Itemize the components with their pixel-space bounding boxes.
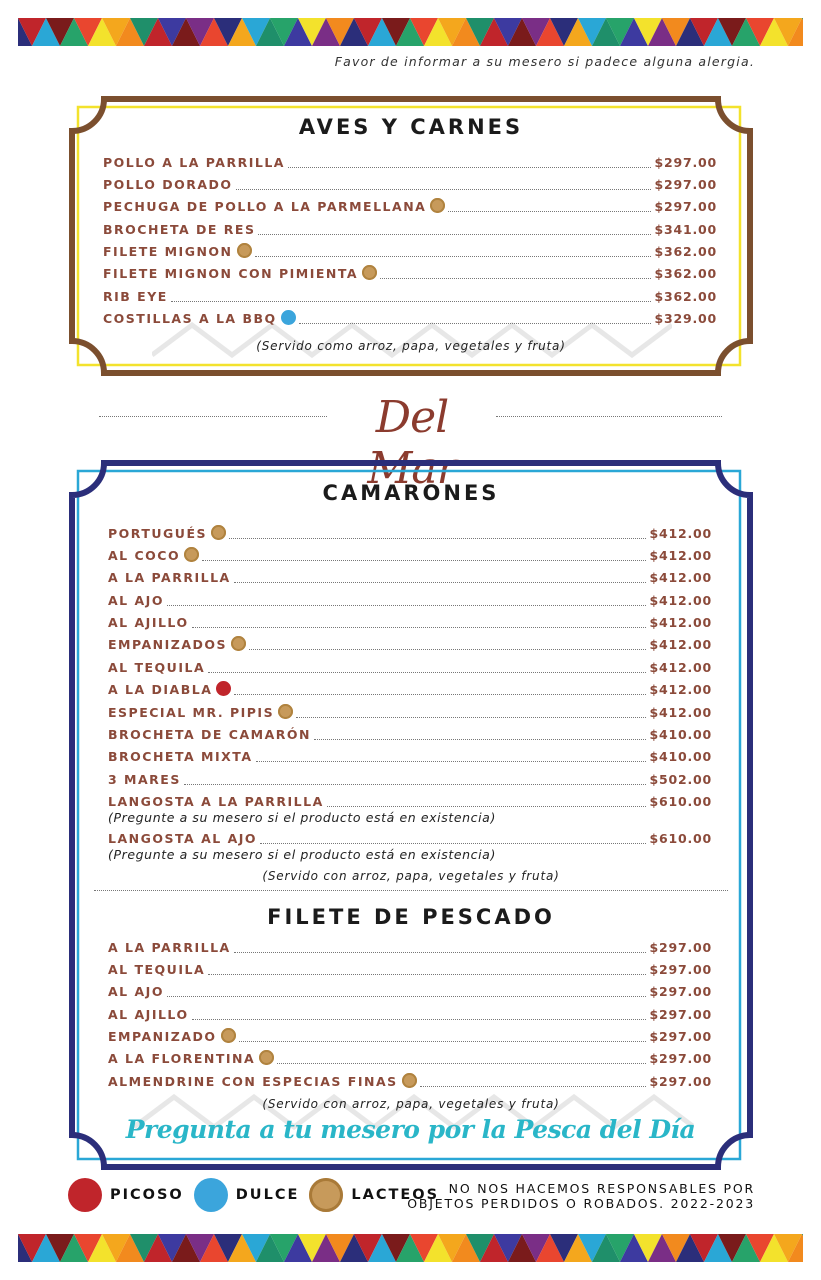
dot-leader [234,694,646,695]
dot-leader [236,189,652,190]
legend-label: LACTEOS [351,1187,440,1203]
disclaimer-line-2: OBJETOS PERDIDOS O ROBADOS. 2022-2023 [407,1196,755,1211]
dot-leader [167,996,647,997]
menu-item-note: (Pregunte a su mesero si el producto está en existencia) [108,846,496,862]
dot-leader [202,560,646,561]
menu-item [108,658,712,680]
menu-item-line [103,153,717,171]
menu-item-name: FILETE MIGNON [103,244,233,260]
menu-item [108,983,712,1005]
menu-item-name: ALMENDRINE CON ESPECIAS FINAS [108,1073,398,1089]
filete-item-list [108,938,712,1095]
pesca-del-dia-banner: Pregunta a tu mesero por la Pesca del Día [125,1115,696,1144]
del-mar-left-dots [99,416,327,417]
menu-item [108,770,712,792]
menu-item-name: 3 MARES [108,771,181,787]
menu-item [103,220,717,242]
menu-item-price: $297.00 [654,176,717,192]
dot-leader [208,672,646,673]
lacteo-icon [362,265,377,280]
menu-item-line [103,198,717,216]
menu-item-price: $412.00 [649,682,712,698]
menu-item-name: AL TEQUILA [108,659,206,675]
filete-served-note: (Servido con arroz, papa, vegetales y fruta) [262,1097,560,1111]
aves-item-list [103,153,717,332]
menu-item-line [108,591,712,609]
dot-leader [208,974,646,975]
menu-item-price: $341.00 [654,221,717,237]
menu-item [108,591,712,613]
menu-item-name: BROCHETA DE RES [103,221,256,237]
menu-item-price: $297.00 [649,939,712,955]
lacteo-icon [309,1178,343,1212]
menu-item-line [103,310,717,328]
dot-leader [239,1041,647,1042]
menu-item-line [108,1050,712,1068]
menu-item-line [108,524,712,542]
lacteo-icon [402,1073,417,1088]
menu-item-line [103,220,717,238]
dot-leader [448,211,651,212]
menu-item [108,830,712,867]
menu-item-price: $362.00 [654,288,717,304]
del-mar-heading: Del Mar [367,392,457,494]
menu-item [108,614,712,636]
menu-item-note: (Pregunte a su mesero si el producto está en existencia) [108,809,496,825]
menu-item-price: $297.00 [649,961,712,977]
menu-item-name: BROCHETA MIXTA [108,749,253,765]
dot-leader [260,843,646,844]
dot-leader [234,952,647,953]
menu-item [108,546,712,568]
menu-item-name: BROCHETA DE CAMARÓN [108,727,311,743]
menu-item-name: A LA PARRILLA [108,570,231,586]
menu-item-price: $297.00 [654,154,717,170]
menu-item-price: $412.00 [649,547,712,563]
section-title-aves: AVES Y CARNES [298,115,524,139]
dot-leader [277,1063,646,1064]
menu-item-line [108,983,712,1001]
lacteo-icon [237,243,252,258]
lacteo-icon [430,198,445,213]
band-pattern [18,1234,803,1262]
menu-item-line [108,726,712,744]
menu-item [108,960,712,982]
menu-item-price: $412.00 [649,570,712,586]
menu-item-price: $410.00 [649,749,712,765]
menu-item-line [108,681,712,699]
top-decorative-band [18,18,803,46]
menu-item-name: COSTILLAS A LA BBQ [103,311,277,327]
section-title-filete: FILETE DE PESCADO [267,905,555,929]
menu-item-price: $297.00 [649,1073,712,1089]
menu-item-line [108,703,712,721]
menu-item-name: AL AJILLO [108,1006,189,1022]
picoso-icon [68,1178,102,1212]
menu-item-name: POLLO DORADO [103,176,233,192]
menu-item-name: A LA FLORENTINA [108,1051,256,1067]
menu-item-name: AL AJO [108,592,164,608]
menu-item-price: $502.00 [649,771,712,787]
filete-separator-dots [94,890,728,891]
dot-leader [296,717,646,718]
dot-leader [249,649,646,650]
dot-leader [314,739,646,740]
camarones-item-list [108,524,712,867]
lacteo-icon [184,547,199,562]
menu-item-name: PECHUGA DE POLLO A LA PARMELLANA [103,199,427,215]
menu-item-line [103,265,717,283]
menu-item-line [103,287,717,305]
menu-item [103,265,717,287]
menu-item-line [108,938,712,956]
menu-item-line [108,569,712,587]
menu-item [108,703,712,725]
legend-item-dulce [194,1178,300,1212]
camarones-served-note: (Servido con arroz, papa, vegetales y fruta) [262,869,560,883]
allergy-note: Favor de informar a su mesero si padece alguna alergia. [334,54,755,69]
menu-item [108,726,712,748]
menu-item-price: $610.00 [649,831,712,847]
menu-item [103,287,717,309]
menu-item-price: $297.00 [649,1029,712,1045]
menu-item [108,681,712,703]
menu-item [108,1028,712,1050]
menu-item [103,243,717,265]
menu-item-price: $610.00 [649,794,712,810]
menu-item [108,1072,712,1094]
aves-y-carnes-section [64,95,758,377]
menu-item-price: $329.00 [654,311,717,327]
menu-item-line [108,1028,712,1046]
menu-item-price: $297.00 [649,984,712,1000]
menu-item-price: $412.00 [649,637,712,653]
menu-item-line [108,770,712,788]
menu-item-line [108,636,712,654]
menu-item-name: FILETE MIGNON CON PIMIENTA [103,266,359,282]
menu-item-line [108,546,712,564]
dot-leader [420,1086,647,1087]
dot-leader [327,806,647,807]
menu-item [108,938,712,960]
menu-item-name: PORTUGUÉS [108,525,207,541]
menu-item-name: A LA PARRILLA [108,939,231,955]
menu-item [108,524,712,546]
menu-item-name: LANGOSTA A LA PARRILLA [108,794,324,810]
menu-item-price: $297.00 [649,1006,712,1022]
menu-item-name: RIB EYE [103,288,168,304]
menu-item-line [103,243,717,261]
menu-item-line [108,793,712,811]
dulce-icon [194,1178,228,1212]
menu-item-name: POLLO A LA PARRILLA [103,154,285,170]
disclaimer-line-1: NO NOS HACEMOS RESPONSABLES POR [448,1181,755,1196]
dot-leader [255,256,652,257]
menu-item-name: EMPANIZADO [108,1029,217,1045]
bottom-decorative-band [18,1234,803,1262]
menu-item [108,569,712,591]
menu-item-price: $297.00 [654,199,717,215]
menu-item [108,1050,712,1072]
menu-item-name: AL TEQUILA [108,961,206,977]
lacteo-icon [231,636,246,651]
menu-item-price: $412.00 [649,592,712,608]
dot-leader [192,1019,647,1020]
menu-item-price: $412.00 [649,704,712,720]
dot-leader [192,627,647,628]
menu-item-line [108,960,712,978]
menu-item-name: AL AJO [108,984,164,1000]
lacteo-icon [211,525,226,540]
dot-leader [184,784,647,785]
dot-leader [234,582,647,583]
menu-item-name: LANGOSTA AL AJO [108,831,258,847]
picoso-icon [216,681,231,696]
menu-item-line [108,830,712,848]
lacteo-icon [221,1028,236,1043]
menu-item-line [108,1005,712,1023]
menu-item-name: A LA DIABLA [108,682,213,698]
dot-leader [380,278,651,279]
menu-item-price: $412.00 [649,615,712,631]
menu-item-name: AL AJILLO [108,615,189,631]
section-title-camarones: CAMARONES [322,481,500,505]
menu-item-price: $362.00 [654,244,717,260]
lacteo-icon [278,704,293,719]
menu-item [103,310,717,332]
menu-item-line [108,748,712,766]
menu-item-line [108,1072,712,1090]
menu-item-line [108,658,712,676]
dot-leader [167,605,647,606]
dot-leader [229,538,646,539]
del-mar-right-dots [496,416,722,417]
menu-item [103,198,717,220]
dot-leader [256,761,647,762]
dot-leader [258,234,651,235]
menu-item-price: $412.00 [649,659,712,675]
menu-item [103,153,717,175]
dot-leader [299,323,652,324]
menu-item-line [103,175,717,193]
menu-item [108,636,712,658]
lacteo-icon [259,1050,274,1065]
aves-served-note: (Servido como arroz, papa, vegetales y fruta) [256,339,566,353]
mar-section [64,459,758,1171]
menu-item [108,793,712,830]
menu-item-name: EMPANIZADOS [108,637,228,653]
legend-item-picoso [68,1178,184,1212]
dietary-legend [68,1178,449,1212]
menu-item-price: $412.00 [649,525,712,541]
menu-item [108,748,712,770]
menu-item [108,1005,712,1027]
legend-label: DULCE [235,1187,300,1203]
dot-leader [288,167,651,168]
menu-item-name: AL COCO [108,547,181,563]
dulce-icon [281,310,296,325]
menu-item-price: $297.00 [649,1051,712,1067]
disclaimer [407,1181,755,1211]
menu-item [103,175,717,197]
legend-label: PICOSO [110,1187,184,1203]
menu-item-line [108,614,712,632]
menu-item-name: ESPECIAL MR. PIPIS [108,704,275,720]
menu-item-price: $410.00 [649,727,712,743]
dot-leader [171,301,652,302]
band-pattern [18,18,803,46]
menu-item-price: $362.00 [654,266,717,282]
